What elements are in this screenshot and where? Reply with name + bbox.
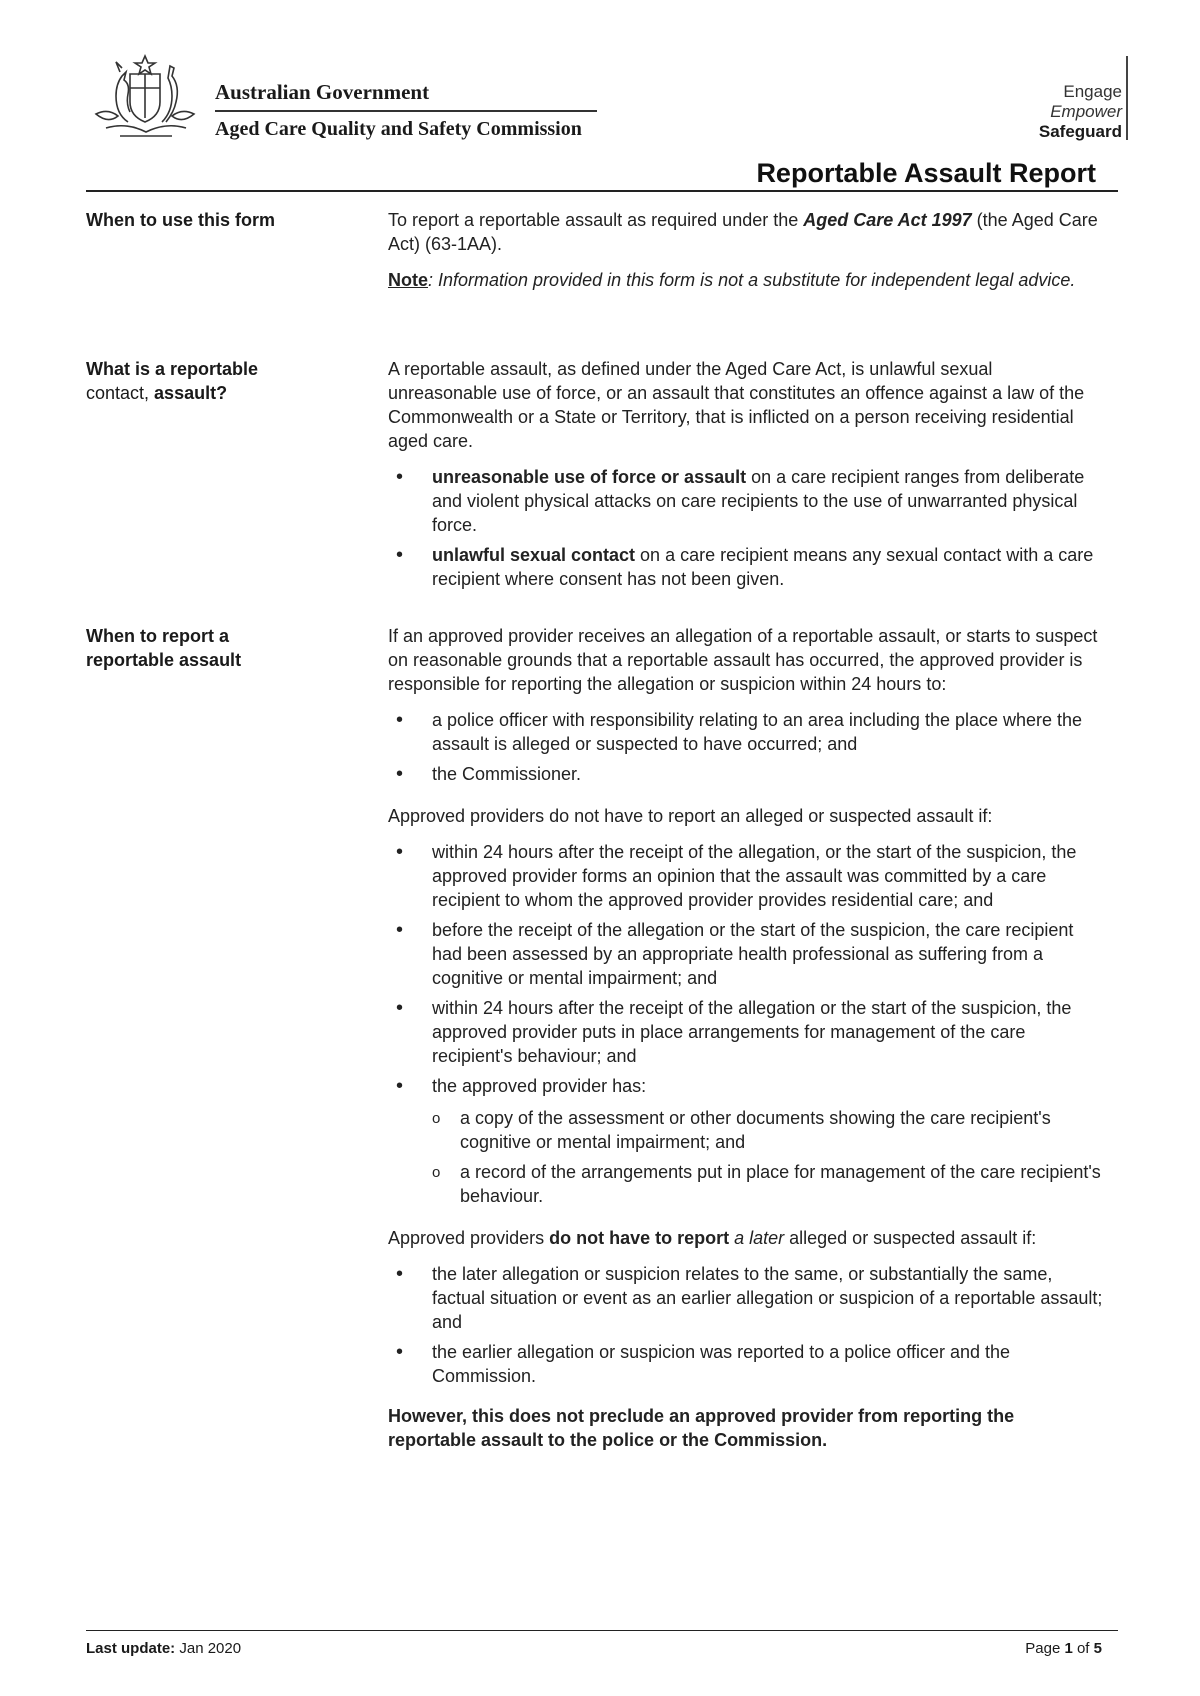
- paragraph: To report a reportable assault as required under the Aged Care Act 1997 (the Aged Care Act) (63-1AA).: [388, 210, 1098, 254]
- paragraph: A reportable assault, as defined under the Aged Care Act, is unlawful sexual unreasonable use of force, or an assault that constitutes an offence against a law of the Commonwealth or a State or Territory, that is inflicted on a person receiving residential aged care.: [388, 359, 1085, 451]
- list-item: • within 24 hours after the receipt of the allegation or the start of the suspicion, the approved provider puts in place arrangements for management of the care recipient's behaviour; and: [388, 996, 1103, 1068]
- list-item: • before the receipt of the allegation or the start of the suspicion, the care recipient had been assessed by an appropriate health professional as suffering from a cognitive or mental impairment; and: [388, 918, 1103, 990]
- bullet-list: [388, 1262, 1103, 1388]
- bullet-list: [388, 708, 1103, 786]
- list-item: • the earlier allegation or suspicion was reported to a police officer and the Commission.: [388, 1340, 1103, 1388]
- paragraph: Approved providers do not have to report an alleged or suspected assault if:: [388, 806, 993, 826]
- bullet-list: [388, 465, 1103, 591]
- note: Note: Information provided in this form is not a substitute for independent legal advice.: [388, 270, 1076, 290]
- tagline-engage: Engage: [1063, 82, 1122, 101]
- tagline-safeguard: Safeguard: [1038, 122, 1122, 141]
- list-item: • unlawful sexual contact on a care recipient means any sexual contact with a care recipient where consent has not been given.: [388, 543, 1103, 591]
- page-title: Reportable Assault Report: [756, 158, 1096, 188]
- agency-name: Aged Care Quality and Safety Commission: [215, 118, 582, 140]
- list-item: • the Commissioner.: [388, 762, 1103, 786]
- tagline-bar: [1126, 56, 1128, 140]
- header-divider: [215, 110, 597, 112]
- closing-statement: However, this does not preclude an approved provider from reporting the reportable assault to the police or the Commission.: [388, 1406, 1015, 1450]
- section-content: [388, 208, 1103, 304]
- paragraph: Approved providers do not have to report a later alleged or suspected assault if:: [388, 1228, 1037, 1248]
- list-item: • a police officer with responsibility relating to an area including the place where the assault is alleged or suspected to have occurred; and: [388, 708, 1103, 756]
- bullet-list: [388, 840, 1103, 1208]
- sub-list-item: o a copy of the assessment or other documents showing the care recipient's cognitive or mental impairment; and: [432, 1106, 1103, 1154]
- footer-divider: [86, 1630, 1118, 1631]
- last-update: Last update: Jan 2020: [86, 1640, 242, 1657]
- government-name: Australian Government: [215, 80, 430, 104]
- title-divider: [86, 190, 1118, 192]
- list-item: • the later allegation or suspicion relates to the same, or substantially the same, factual situation or event as an earlier allegation or suspicion of a reportable assault; and: [388, 1262, 1103, 1334]
- list-item: • the approved provider has: o a copy of the assessment or other documents showing the care recipient's cognitive or mental impairment; and o a record of the arrangements put in place for management of the care recipient's behaviour.: [388, 1074, 1103, 1208]
- section-content: [388, 357, 1103, 603]
- list-item: • unreasonable use of force or assault on a care recipient ranges from deliberate and violent physical attacks on care recipients to the use of unwarranted physical force.: [388, 465, 1103, 537]
- paragraph: If an approved provider receives an allegation of a reportable assault, or starts to suspect on reasonable grounds that a reportable assault has occurred, the approved provider is responsible for reporting the allegation or suspicion within 24 hours to:: [388, 626, 1098, 694]
- page-number: Page 1 of 5: [1025, 1640, 1102, 1657]
- sub-list: [432, 1106, 1103, 1208]
- tagline: [1039, 82, 1122, 142]
- section-label: When to use this form: [86, 210, 275, 230]
- tagline-empower: Empower: [1050, 102, 1122, 121]
- section-label: What is a reportable contact, assault?: [86, 359, 259, 403]
- sub-list-item: o a record of the arrangements put in place for management of the care recipient's behaviour.: [432, 1160, 1103, 1208]
- section-label: When to report a reportable assault: [86, 626, 242, 670]
- section-content: [388, 624, 1103, 1464]
- list-item: • within 24 hours after the receipt of the allegation, or the start of the suspicion, the approved provider forms an opinion that the assault was committed by a care recipient to whom the approved provider provides residential care; and: [388, 840, 1103, 912]
- coat-of-arms-icon: [86, 52, 206, 144]
